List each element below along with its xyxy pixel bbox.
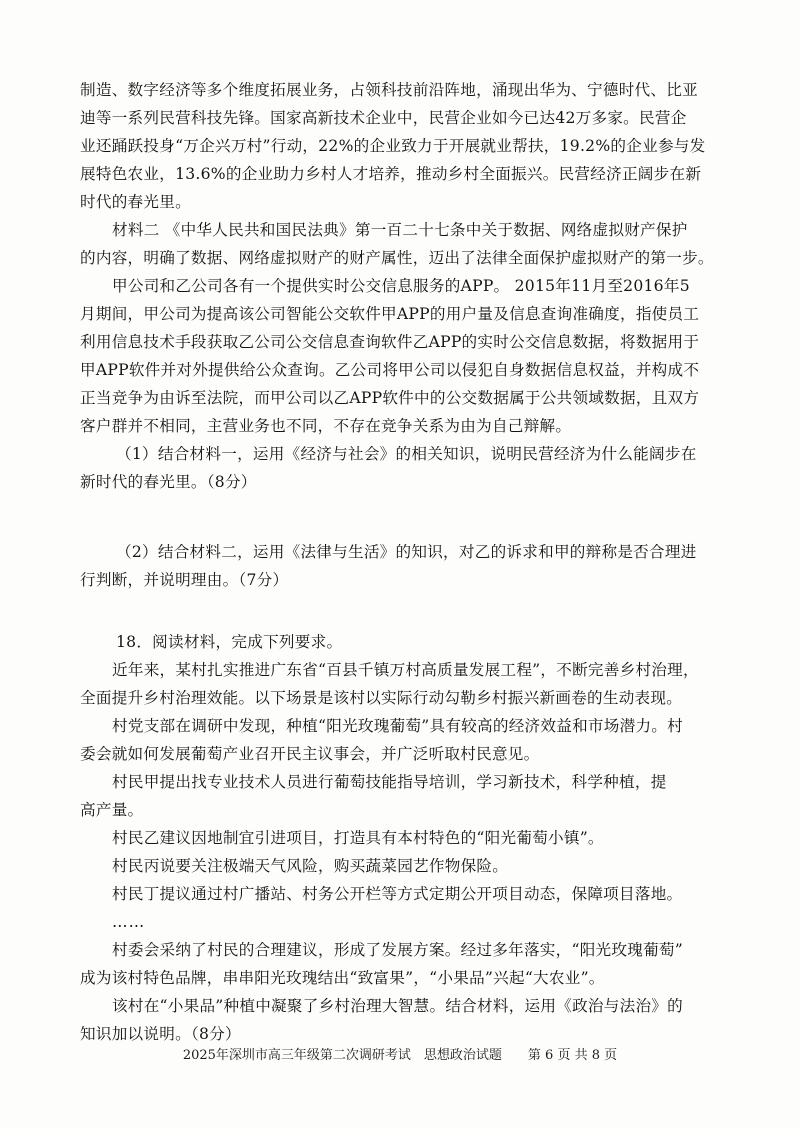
text-line: 成为该村特色品牌，串串阳光玫瑰结出“致富果”，“小果品”兴起“大农业”。 [80, 969, 605, 987]
text-line: 村民乙建议因地制宜引进项目，打造具有本村特色的“阳光葡萄小镇”。 [112, 829, 604, 847]
text-line: 村民丁提议通过村广播站、村务公开栏等方式定期公开项目动态，保障项目落地。 [112, 885, 683, 903]
text-line: 月期间，甲公司为提高该公司智能公交软件甲APP的用户量及信息查询准确度，指使员工 [80, 305, 700, 323]
text-line: 时代的春光里。 [80, 193, 191, 211]
question-1-cont: 新时代的春光里。（8分） [80, 473, 257, 491]
question-1: （1）结合材料一，运用《经济与社会》的相关知识，说明民营经济为什么能阔步在 [116, 445, 697, 463]
text-line: 正当竞争为由诉至法院，而甲公司以乙APP软件中的公交数据属于公共领域数据，且双方 [80, 389, 700, 407]
text-line: 村委会采纳了村民的合理建议，形成了发展方案。经过多年落实，“阳光玫瑰葡萄” [112, 941, 683, 959]
material-two-heading: 材料二 《中华人民共和国民法典》第一百二十七条中关于数据、网络虚拟财产保护 [112, 221, 688, 239]
text-line: 制造、数字经济等多个维度拓展业务，占领科技前沿阵地，涌现出华为、宁德时代、比亚 [80, 81, 698, 99]
question-18-heading: 18．阅读材料，完成下列要求。 [116, 633, 343, 651]
text-line: 业还踊跃投身“万企兴万村”行动，22%的企业致力于开展就业帮扶，19.2%的企业参与发 [80, 137, 706, 155]
text-line: 村民甲提出找专业技术人员进行葡萄技能指导培训，学习新技术，科学种植，提 [112, 773, 667, 791]
text-line: 迪等一系列民营科技先锋。国家高新技术企业中，民营企业如今已达42万多家。民营企 [80, 109, 687, 127]
text-line: 近年来，某村扎实推进广东省“百县千镇万村高质量发展工程”，不断完善乡村治理， [112, 661, 699, 679]
page-body [80, 76, 728, 1048]
text-line: 委会就如何发展葡萄产业召开民主议事会，并广泛听取村民意见。 [80, 745, 540, 763]
text-line: 村党支部在调研中发现，种植“阳光玫瑰葡萄”具有较高的经济效益和市场潜力。村 [112, 717, 683, 735]
text-line: 甲公司和乙公司各有一个提供实时公交信息服务的APP。 2015年11月至2016年5 [112, 277, 690, 295]
question-2: （2）结合材料二，运用《法律与生活》的知识，对乙的诉求和甲的辩称是否合理进 [116, 543, 697, 561]
text-line: 客户群并不相同，主营业务也不同，不存在竞争关系为由为自己辩解。 [80, 417, 572, 435]
text-line: 知识加以说明。（8分） [80, 1025, 241, 1043]
text-line: 利用信息技术手段获取乙公司公交信息查询软件乙APP的实时公交信息数据，将数据用于 [80, 333, 700, 351]
text-line: 展特色农业，13.6%的企业助力乡村人才培养，推动乡村全面振兴。民营经济正阔步在新 [80, 165, 702, 183]
text-line: 全面提升乡村治理效能。以下场景是该村以实际行动勾勒乡村振兴新画卷的生动表现。 [80, 689, 683, 707]
text-line: 高产量。 [80, 801, 144, 819]
ellipsis: …… [112, 913, 146, 931]
text-line: 甲APP软件并对外提供给公众查询。乙公司将甲公司以侵犯自身数据信息权益，并构成不 [80, 361, 700, 379]
text-line: 该村在“小果品”种植中凝聚了乡村治理大智慧。结合材料，运用《政治与法治》的 [112, 997, 683, 1015]
question-2-cont: 行判断，并说明理由。（7分） [80, 571, 289, 589]
page-footer: 2025年深圳市高三年级第二次调研考试 思想政治试题 第 6 页 共 8 页 [182, 1048, 618, 1063]
text-line: 村民丙说要关注极端天气风险，购买蔬菜园艺作物保险。 [112, 857, 509, 875]
text-line: 的内容，明确了数据、网络虚拟财产的财产属性，迈出了法律全面保护虚拟财产的第一步。 [80, 249, 714, 267]
